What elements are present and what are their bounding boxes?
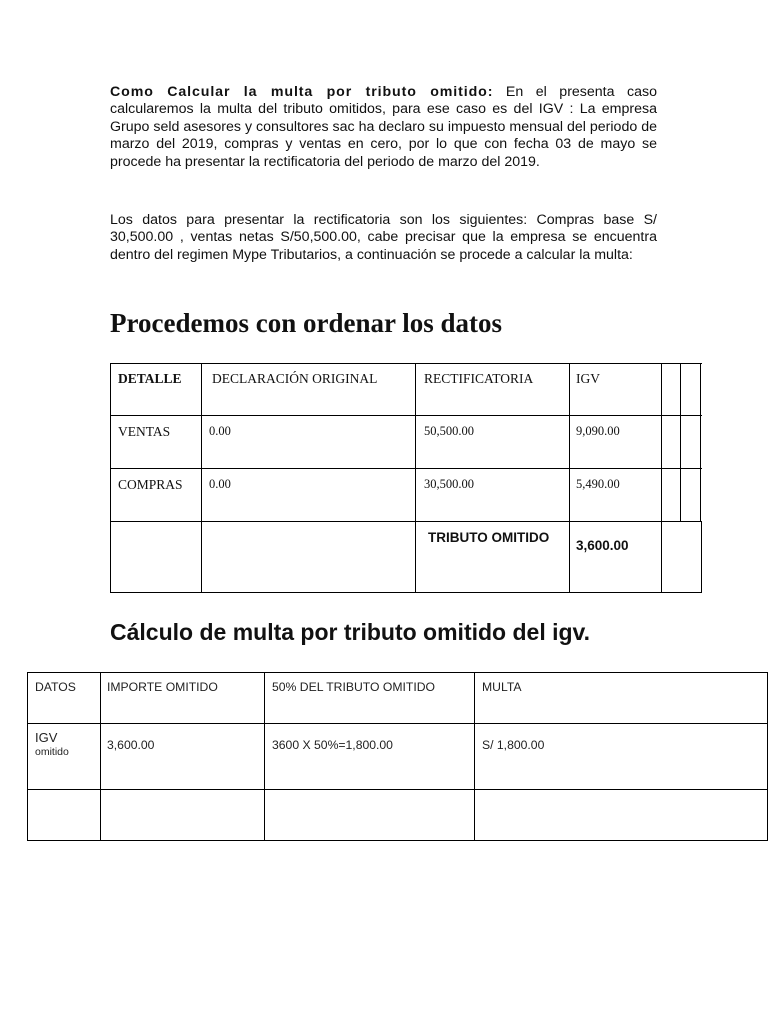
- row-compras-original: 0.00: [209, 477, 231, 491]
- header-rectificatoria: RECTIFICATORIA: [424, 371, 534, 386]
- header-detalle: DETALLE: [118, 371, 182, 386]
- row-ventas-rectificatoria: 50,500.00: [424, 424, 474, 438]
- header-igv: IGV: [576, 371, 600, 386]
- multa-table: [27, 672, 768, 841]
- row-igv-sublabel: omitido: [35, 746, 69, 758]
- tributo-omitido-label: TRIBUTO OMITIDO: [428, 530, 550, 545]
- row-igv-multa: S/ 1,800.00: [482, 738, 545, 752]
- header-datos: DATOS: [35, 680, 76, 694]
- intro-lead: Como Calcular la multa por tributo omitido:: [110, 84, 494, 100]
- row-ventas-igv: 9,090.00: [576, 424, 620, 438]
- row-ventas-label: VENTAS: [118, 424, 171, 439]
- row-ventas-original: 0.00: [209, 424, 231, 438]
- row-compras-rectificatoria: 30,500.00: [424, 477, 474, 491]
- heading-multa-calculation: Cálculo de multa por tributo omitido del igv.: [110, 619, 591, 645]
- header-declaracion-original: DECLARACIÓN ORIGINAL: [212, 371, 378, 386]
- intro-paragraph: [110, 84, 657, 171]
- row-igv-label: IGV: [35, 730, 58, 745]
- header-multa: MULTA: [482, 680, 522, 694]
- row-compras-igv: 5,490.00: [576, 477, 620, 491]
- header-50-tributo: 50% DEL TRIBUTO OMITIDO: [272, 680, 435, 694]
- intro-text: En el presenta caso calcularemos la multa del tributo omitidos, para ese caso es del IGV : La empresa Grupo seld asesores y consultores sac ha declaro su impuesto mensual del periodo de marzo del 2019, compras y ventas en cero, por lo que con fecha 03 de mayo se procede ha presentar la rectificatoria del periodo de marzo del 2019.: [110, 84, 657, 170]
- data-paragraph: Los datos para presentar la rectificatoria son los siguientes: Compras base S/ 30,500.00 , ventas netas S/50,500.00, cabe precisar que la empresa se encuentra dentro del regimen Mype Tributarios, a continuación se procede a calcular la multa:: [110, 212, 657, 263]
- tributo-omitido-value: 3,600.00: [576, 538, 629, 553]
- row-compras-label: COMPRAS: [118, 477, 183, 492]
- row-igv-importe: 3,600.00: [107, 738, 155, 752]
- data-table: [110, 363, 702, 593]
- header-importe-omitido: IMPORTE OMITIDO: [107, 680, 218, 694]
- heading-order-data: Procedemos con ordenar los datos: [110, 308, 502, 338]
- row-igv-calc: 3600 X 50%=1,800.00: [272, 738, 393, 752]
